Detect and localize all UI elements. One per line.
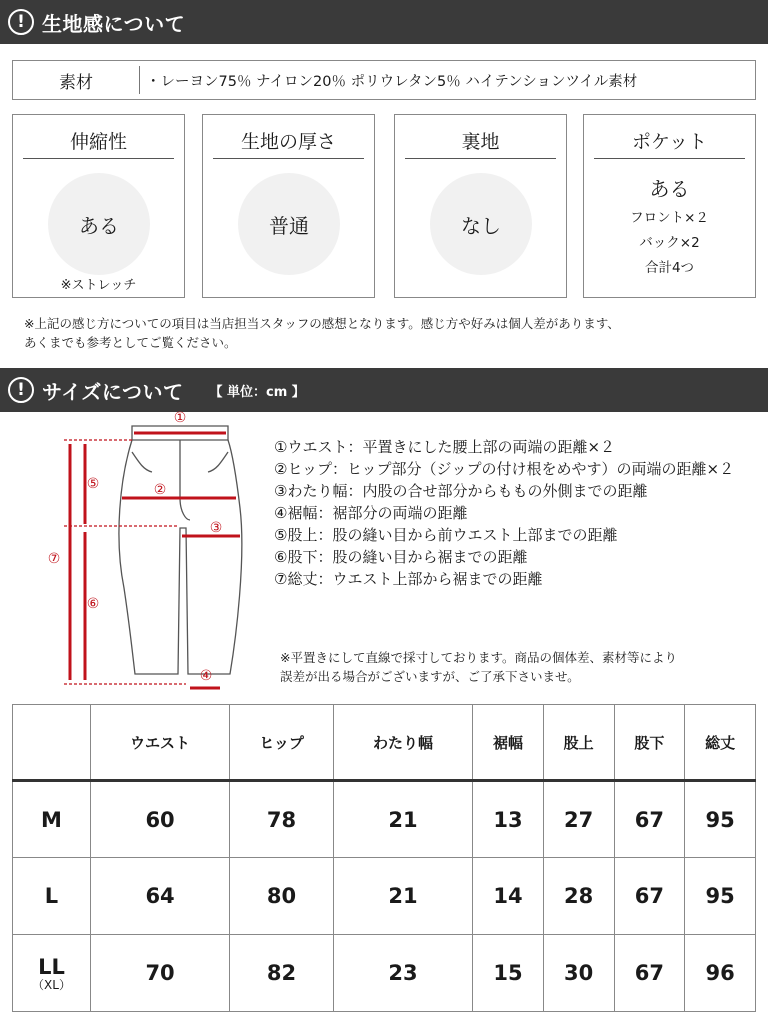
label-5: ⑤ [86, 476, 100, 492]
material-label: 素材 [59, 72, 93, 93]
thickness-card [202, 114, 375, 298]
fly-stitch [180, 440, 190, 520]
column-header: ヒップ [230, 705, 334, 781]
pocket-card [583, 114, 756, 298]
table-cell: 64 [91, 858, 230, 935]
table-cell: 67 [614, 935, 685, 1012]
size-note-line: 誤差が出る場合がございますが、ご了承下さいませ。 [280, 669, 580, 684]
column-header: 股下 [614, 705, 685, 781]
definition-item: ③わたり幅：内股の合せ部分からももの外側までの距離 [274, 482, 648, 500]
label-7: ⑦ [47, 551, 61, 567]
column-header: ウエスト [91, 705, 230, 781]
size-label: L [13, 858, 91, 935]
table-cell: 27 [543, 781, 614, 858]
exclamation-icon: ! [8, 377, 34, 403]
table-row [13, 781, 756, 858]
section-title: サイズについて [42, 379, 184, 404]
right-pocket [208, 452, 228, 472]
card-note: ※ストレッチ [60, 278, 137, 293]
stretch-card [12, 114, 185, 298]
definition-item: ①ウエスト：平置きにした腰上部の両端の距離×２ [274, 438, 616, 456]
card-value: ある [649, 177, 690, 201]
table-row [13, 935, 756, 1012]
section-title: 生地感について [42, 11, 186, 36]
card-title: 伸縮性 [23, 127, 174, 159]
size-sub: （XL） [32, 978, 71, 992]
table-cell: 13 [473, 781, 544, 858]
unit-label: 【 単位：cm 】 [209, 384, 305, 400]
size-note [280, 648, 677, 686]
table-cell: 21 [333, 858, 472, 935]
disclaimer-line: あくまでも参考としてご覧ください。 [24, 335, 237, 350]
size-main: LL [38, 955, 65, 979]
disclaimer-line: ※上記の感じ方についての項目は当店担当スタッフの感想となります。感じ方や好みは個人差があります、 [24, 316, 620, 331]
fabric-section-header [0, 0, 768, 44]
card-value: なし [430, 173, 532, 275]
table-cell: 95 [685, 781, 756, 858]
size-table [12, 704, 756, 1012]
table-header-row [13, 705, 756, 781]
table-cell: 67 [614, 781, 685, 858]
column-header: 裾幅 [473, 705, 544, 781]
table-cell: 21 [333, 781, 472, 858]
card-title: ポケット [594, 127, 745, 159]
card-value: 普通 [238, 173, 340, 275]
pocket-front: フロント×２ [630, 210, 709, 226]
table-cell: 60 [91, 781, 230, 858]
label-3: ③ [209, 520, 223, 536]
table-row [13, 858, 756, 935]
table-cell: 82 [230, 935, 334, 1012]
pocket-total: 合計4つ [644, 260, 695, 276]
material-value: ・レーヨン75％ ナイロン20％ ポリウレタン5％ ハイテンションツイル素材 [146, 73, 638, 90]
column-header: 総丈 [685, 705, 756, 781]
material-row [12, 60, 756, 100]
left-pocket [132, 452, 152, 472]
definition-item: ⑦総丈：ウエスト上部から裾までの距離 [274, 570, 543, 588]
column-header: わたり幅 [333, 705, 472, 781]
pocket-back: バック×2 [639, 235, 700, 251]
table-cell: 14 [473, 858, 544, 935]
table-cell: 15 [473, 935, 544, 1012]
table-cell: 96 [685, 935, 756, 1012]
card-value: ある [48, 173, 150, 275]
table-cell: 70 [91, 935, 230, 1012]
definition-item: ②ヒップ：ヒップ部分（ジップの付け根をめやす）の両端の距離×２ [274, 460, 735, 478]
card-title: 裏地 [405, 127, 556, 159]
label-6: ⑥ [86, 596, 100, 612]
lining-card [394, 114, 567, 298]
table-cell: 23 [333, 935, 472, 1012]
corner-cell [13, 705, 91, 781]
label-1: ① [173, 410, 187, 426]
definition-item: ④裾幅：裾部分の両端の距離 [274, 504, 468, 522]
table-cell: 95 [685, 858, 756, 935]
column-header: 股上 [543, 705, 614, 781]
table-cell: 80 [230, 858, 334, 935]
size-note-line: ※平置きにして直線で採寸しております。商品の個体差、素材等により [280, 650, 677, 665]
table-cell: 28 [543, 858, 614, 935]
definition-item: ⑤股上：股の縫い目から前ウエスト上部までの距離 [274, 526, 618, 544]
measurement-definitions [274, 436, 734, 590]
definition-item: ⑥股下：股の縫い目から裾までの距離 [274, 548, 528, 566]
size-section-header [0, 368, 768, 412]
table-cell: 78 [230, 781, 334, 858]
exclamation-icon: ! [8, 9, 34, 35]
table-cell: 30 [543, 935, 614, 1012]
disclaimer [24, 314, 754, 352]
size-label: M [13, 781, 91, 858]
pants-diagram [40, 408, 270, 698]
card-title: 生地の厚さ [213, 127, 364, 159]
label-4: ④ [199, 668, 213, 684]
table-cell: 67 [614, 858, 685, 935]
label-2: ② [153, 482, 167, 498]
size-label [13, 935, 91, 1012]
